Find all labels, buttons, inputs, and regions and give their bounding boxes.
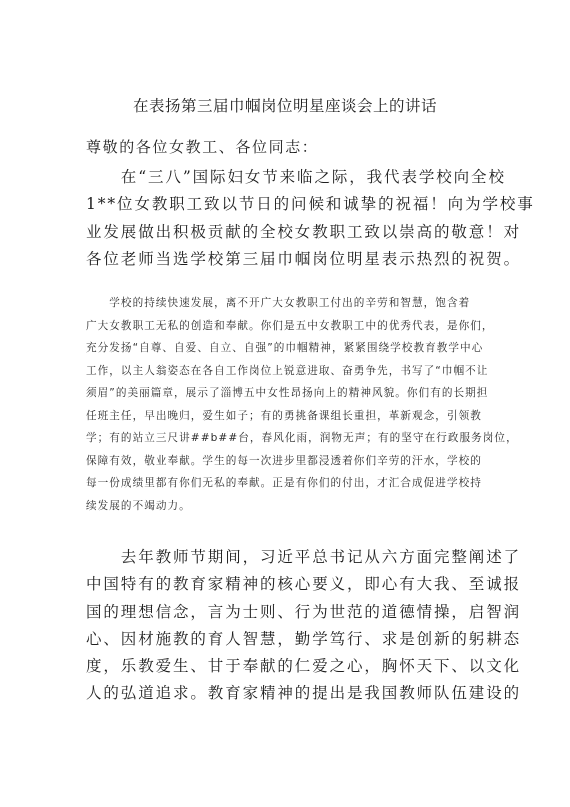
paragraph-line: 1**位女教职工致以节日的问候和诚挚的祝福！向为学校事: [86, 195, 535, 214]
paragraph-line: 在“三八”国际妇女节来临之际，我代表学校向全校: [86, 168, 506, 186]
paragraph-line: 充分发扬“自尊、自爱、自立、自强”的巾帼精神，紧紧围绕学校教育教学中心: [86, 342, 484, 354]
document-title: 在表扬第三届巾帼岗位明星座谈会上的讲话: [132, 97, 437, 115]
paragraph-line: 续发展的不竭动力。: [86, 499, 191, 512]
paragraph-line: 须眉”的美丽篇章，展示了淄博五中女性昂扬向上的精神风貌。你们有的长期担: [86, 387, 489, 399]
paragraph-line: 度，乐教爱生、甘于奉献的仁爱之心，胸怀天下、以文化: [86, 657, 522, 676]
salutation: 尊敬的各位女教工、各位同志：: [86, 138, 319, 156]
paragraph-tribute: [86, 292, 518, 517]
paragraph-line: 学；有的站立三尺讲##b##台，春风化雨，润物无声；有的坚守在行政服务岗位，: [86, 432, 518, 444]
paragraph-line: 国的理想信念，言为士则、行为世范的道德情操，启智润: [86, 602, 522, 621]
paragraph-line: 各位老师当选学校第三届巾帼岗位明星表示热烈的祝贺。: [86, 249, 522, 268]
paragraph-line: 工作，以主人翁姿态在各自工作岗位上锐意进取、奋勇争先，书写了“巾帼不让: [86, 364, 489, 377]
paragraph-line: 保障有效，敬业奉献。学生的每一次进步里都浸透着你们辛劳的汗水，学校的: [86, 454, 482, 467]
paragraph-line: 每一份成绩里都有你们无私的奉献。正是有你们的付出，才汇合成促进学校持: [86, 477, 482, 489]
paragraph-line: 中国特有的教育家精神的核心要义，即心有大我、至诚报: [86, 575, 522, 594]
paragraph-line: 学校的持续快速发展，离不开广大女教职工付出的辛劳和智慧，饱含着: [86, 297, 471, 309]
paragraph-line: 广大女教职工无私的创造和奉献。你们是五中女教职工中的优秀代表，是你们，: [86, 319, 494, 332]
paragraph-line: 业发展做出积极贡献的全校女教职工致以崇高的敬意！对: [86, 222, 522, 241]
paragraph-line: 心、因材施教的育人智慧，勤学笃行、求是创新的躬耕态: [86, 629, 522, 648]
paragraph-educator-spirit: [86, 544, 522, 708]
paragraph-line: 任班主任，早出晚归，爱生如子；有的勇挑备课组长重担，革新观念，引领教: [86, 409, 482, 422]
paragraph-line: 去年教师节期间，习近平总书记从六方面完整阐述了: [86, 548, 522, 566]
paragraph-greeting: [86, 164, 535, 273]
paragraph-line: 人的弘道追求。教育家精神的提出是我国教师队伍建设的: [86, 684, 522, 703]
